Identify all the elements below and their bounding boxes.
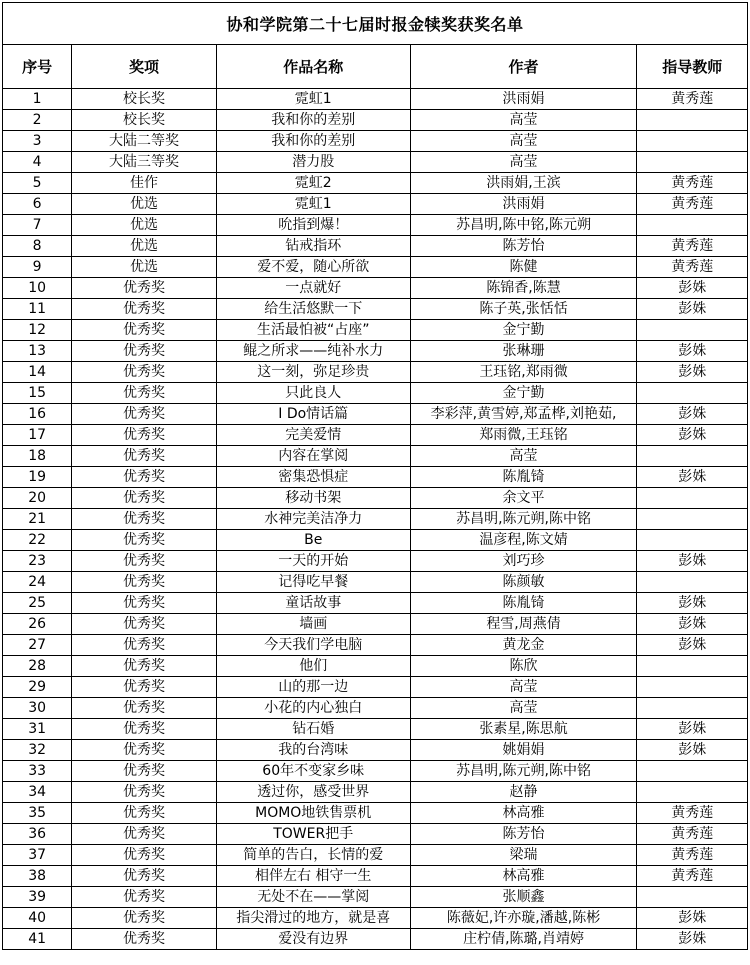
cell-index: 1: [3, 89, 72, 110]
cell-advisor: [637, 698, 748, 719]
cell-award: 优秀奖: [72, 782, 217, 803]
cell-index: 10: [3, 278, 72, 299]
cell-work: 霓虹1: [216, 194, 410, 215]
cell-index: 19: [3, 467, 72, 488]
table-row: [3, 236, 748, 257]
cell-work: 霓虹2: [216, 173, 410, 194]
cell-advisor: 彭姝: [637, 593, 748, 614]
cell-advisor: 彭姝: [637, 614, 748, 635]
cell-award: 大陆二等奖: [72, 131, 217, 152]
table-row: [3, 719, 748, 740]
cell-index: 18: [3, 446, 72, 467]
cell-author: 高莹: [410, 131, 637, 152]
table-row: [3, 908, 748, 929]
cell-index: 9: [3, 257, 72, 278]
cell-award: 优秀奖: [72, 383, 217, 404]
cell-index: 37: [3, 845, 72, 866]
cell-advisor: 黄秀莲: [637, 824, 748, 845]
cell-work: 水神完美洁净力: [216, 509, 410, 530]
cell-author: 高莹: [410, 698, 637, 719]
table-row: [3, 131, 748, 152]
cell-award: 优秀奖: [72, 341, 217, 362]
cell-award: 优秀奖: [72, 530, 217, 551]
table-row: [3, 782, 748, 803]
cell-work: 指尖滑过的地方，就是喜: [216, 908, 410, 929]
cell-award: 优选: [72, 215, 217, 236]
table-row: [3, 551, 748, 572]
cell-work: 只此良人: [216, 383, 410, 404]
cell-author: 姚娟娟: [410, 740, 637, 761]
cell-award: 优秀奖: [72, 845, 217, 866]
cell-award: 优秀奖: [72, 824, 217, 845]
table-row: [3, 152, 748, 173]
cell-index: 3: [3, 131, 72, 152]
cell-author: 陈颜敏: [410, 572, 637, 593]
cell-advisor: [637, 509, 748, 530]
table-row: [3, 89, 748, 110]
cell-author: 高莹: [410, 152, 637, 173]
cell-award: 优秀奖: [72, 614, 217, 635]
cell-author: 温彦程,陈文婧: [410, 530, 637, 551]
cell-author: 郑雨微,王珏铭: [410, 425, 637, 446]
cell-advisor: 彭姝: [637, 740, 748, 761]
cell-award: 校长奖: [72, 110, 217, 131]
cell-advisor: [637, 782, 748, 803]
table-row: [3, 341, 748, 362]
cell-work: 我和你的差别: [216, 131, 410, 152]
table-row: [3, 110, 748, 131]
cell-advisor: 彭姝: [637, 467, 748, 488]
cell-author: 陈健: [410, 257, 637, 278]
cell-award: 优秀奖: [72, 887, 217, 908]
cell-work: 60年不变家乡味: [216, 761, 410, 782]
header-award: 奖项: [72, 45, 217, 89]
table-row: [3, 845, 748, 866]
cell-author: 李彩萍,黄雪婷,郑孟桦,刘艳茹,: [410, 404, 637, 425]
cell-work: 霓虹1: [216, 89, 410, 110]
cell-author: 林高雅: [410, 866, 637, 887]
table-row: [3, 467, 748, 488]
cell-advisor: [637, 656, 748, 677]
cell-award: 优秀奖: [72, 467, 217, 488]
cell-author: 赵静: [410, 782, 637, 803]
cell-index: 38: [3, 866, 72, 887]
cell-author: 陈欣: [410, 656, 637, 677]
cell-author: 陈胤锜: [410, 467, 637, 488]
cell-work: 无处不在——掌阅: [216, 887, 410, 908]
cell-advisor: 黄秀莲: [637, 845, 748, 866]
cell-author: 陈子英,张恬恬: [410, 299, 637, 320]
cell-advisor: [637, 110, 748, 131]
cell-award: 优秀奖: [72, 320, 217, 341]
table-row: [3, 530, 748, 551]
cell-index: 12: [3, 320, 72, 341]
table-row: [3, 635, 748, 656]
cell-index: 25: [3, 593, 72, 614]
table-row: [3, 404, 748, 425]
cell-advisor: 彭姝: [637, 341, 748, 362]
cell-advisor: 黄秀莲: [637, 173, 748, 194]
cell-advisor: [637, 152, 748, 173]
cell-advisor: [637, 320, 748, 341]
cell-work: 一天的开始: [216, 551, 410, 572]
cell-advisor: 黄秀莲: [637, 194, 748, 215]
cell-index: 32: [3, 740, 72, 761]
cell-index: 29: [3, 677, 72, 698]
cell-work: 简单的告白，长情的爱: [216, 845, 410, 866]
cell-advisor: [637, 131, 748, 152]
cell-author: 陈薇妃,许亦璇,潘越,陈彬: [410, 908, 637, 929]
cell-advisor: [637, 530, 748, 551]
table-row: [3, 488, 748, 509]
cell-award: 校长奖: [72, 89, 217, 110]
cell-work: Be: [216, 530, 410, 551]
cell-author: 陈锦香,陈慧: [410, 278, 637, 299]
cell-author: 梁瑞: [410, 845, 637, 866]
cell-author: 张琳珊: [410, 341, 637, 362]
cell-advisor: 黄秀莲: [637, 257, 748, 278]
cell-index: 4: [3, 152, 72, 173]
cell-index: 2: [3, 110, 72, 131]
header-work: 作品名称: [216, 45, 410, 89]
header-author: 作者: [410, 45, 637, 89]
cell-index: 23: [3, 551, 72, 572]
cell-advisor: 彭姝: [637, 362, 748, 383]
cell-author: 王珏铭,郑雨微: [410, 362, 637, 383]
table-row: [3, 614, 748, 635]
table-row: [3, 593, 748, 614]
table-body: [3, 89, 748, 950]
cell-award: 优秀奖: [72, 866, 217, 887]
cell-award: 优秀奖: [72, 425, 217, 446]
cell-work: 他们: [216, 656, 410, 677]
cell-advisor: 彭姝: [637, 425, 748, 446]
cell-work: 记得吃早餐: [216, 572, 410, 593]
header-advisor: 指导教师: [637, 45, 748, 89]
cell-advisor: [637, 446, 748, 467]
cell-work: 我的台湾味: [216, 740, 410, 761]
cell-advisor: [637, 761, 748, 782]
header-row: [3, 45, 748, 89]
cell-award: 优秀奖: [72, 362, 217, 383]
cell-index: 5: [3, 173, 72, 194]
cell-author: 金宁勤: [410, 320, 637, 341]
table-row: [3, 215, 748, 236]
cell-index: 26: [3, 614, 72, 635]
cell-work: 山的那一边: [216, 677, 410, 698]
cell-author: 洪雨娟: [410, 194, 637, 215]
table-row: [3, 803, 748, 824]
cell-award: 优秀奖: [72, 740, 217, 761]
cell-author: 刘巧珍: [410, 551, 637, 572]
cell-author: 程雪,周燕倩: [410, 614, 637, 635]
cell-work: 相伴左右 相守一生: [216, 866, 410, 887]
table-title: 协和学院第二十七届时报金犊奖获奖名单: [3, 3, 748, 45]
cell-author: 洪雨娟,王滨: [410, 173, 637, 194]
cell-author: 陈芳怡: [410, 236, 637, 257]
cell-award: 优秀奖: [72, 908, 217, 929]
table-row: [3, 929, 748, 950]
cell-index: 39: [3, 887, 72, 908]
cell-author: 张素星,陈思航: [410, 719, 637, 740]
cell-award: 优秀奖: [72, 593, 217, 614]
cell-index: 13: [3, 341, 72, 362]
cell-index: 21: [3, 509, 72, 530]
cell-advisor: 黄秀莲: [637, 89, 748, 110]
cell-author: 张顺鑫: [410, 887, 637, 908]
table-row: [3, 677, 748, 698]
cell-author: 高莹: [410, 446, 637, 467]
cell-author: 陈芳怡: [410, 824, 637, 845]
cell-work: 移动书架: [216, 488, 410, 509]
cell-work: 小花的内心独白: [216, 698, 410, 719]
cell-author: 高莹: [410, 677, 637, 698]
cell-award: 优选: [72, 236, 217, 257]
cell-index: 17: [3, 425, 72, 446]
cell-author: 金宁勤: [410, 383, 637, 404]
cell-advisor: [637, 887, 748, 908]
table-row: [3, 257, 748, 278]
cell-author: 陈胤锜: [410, 593, 637, 614]
cell-index: 24: [3, 572, 72, 593]
cell-author: 苏昌明,陈中铭,陈元朔: [410, 215, 637, 236]
cell-advisor: 彭姝: [637, 551, 748, 572]
cell-work: 内容在掌阅: [216, 446, 410, 467]
table-row: [3, 383, 748, 404]
header-index: 序号: [3, 45, 72, 89]
cell-advisor: [637, 572, 748, 593]
cell-advisor: [637, 488, 748, 509]
cell-index: 8: [3, 236, 72, 257]
table-row: [3, 740, 748, 761]
cell-award: 优秀奖: [72, 635, 217, 656]
cell-award: 优秀奖: [72, 761, 217, 782]
cell-advisor: [637, 677, 748, 698]
cell-award: 优秀奖: [72, 572, 217, 593]
cell-award: 优秀奖: [72, 551, 217, 572]
cell-advisor: [637, 215, 748, 236]
cell-index: 33: [3, 761, 72, 782]
cell-advisor: 彭姝: [637, 278, 748, 299]
award-sheet: [2, 2, 748, 950]
cell-work: 钻石婚: [216, 719, 410, 740]
cell-award: 优秀奖: [72, 677, 217, 698]
cell-work: 墙画: [216, 614, 410, 635]
cell-work: 生活最怕被“占座”: [216, 320, 410, 341]
cell-work: 今天我们学电脑: [216, 635, 410, 656]
cell-work: I Do情话篇: [216, 404, 410, 425]
table-row: [3, 320, 748, 341]
cell-author: 庄柠倩,陈璐,肖靖婷: [410, 929, 637, 950]
cell-index: 40: [3, 908, 72, 929]
cell-index: 36: [3, 824, 72, 845]
cell-award: 优秀奖: [72, 488, 217, 509]
cell-work: 这一刻，弥足珍贵: [216, 362, 410, 383]
cell-advisor: 彭姝: [637, 299, 748, 320]
cell-work: 一点就好: [216, 278, 410, 299]
table-row: [3, 299, 748, 320]
cell-work: 潜力股: [216, 152, 410, 173]
table-row: [3, 425, 748, 446]
cell-index: 41: [3, 929, 72, 950]
cell-author: 高莹: [410, 110, 637, 131]
cell-author: 余文平: [410, 488, 637, 509]
cell-work: 我和你的差别: [216, 110, 410, 131]
table-row: [3, 698, 748, 719]
table-row: [3, 761, 748, 782]
cell-work: 鲲之所求——纯补水力: [216, 341, 410, 362]
cell-award: 优选: [72, 257, 217, 278]
cell-award: 优秀奖: [72, 278, 217, 299]
cell-index: 31: [3, 719, 72, 740]
cell-work: 透过你，感受世界: [216, 782, 410, 803]
cell-advisor: 黄秀莲: [637, 236, 748, 257]
cell-work: 完美爱情: [216, 425, 410, 446]
cell-index: 28: [3, 656, 72, 677]
cell-author: 洪雨娟: [410, 89, 637, 110]
cell-index: 34: [3, 782, 72, 803]
cell-award: 佳作: [72, 173, 217, 194]
cell-author: 林高雅: [410, 803, 637, 824]
cell-index: 30: [3, 698, 72, 719]
table-row: [3, 446, 748, 467]
cell-advisor: 黄秀莲: [637, 866, 748, 887]
cell-advisor: 彭姝: [637, 908, 748, 929]
award-table: [2, 2, 748, 950]
cell-award: 优选: [72, 194, 217, 215]
cell-award: 优秀奖: [72, 404, 217, 425]
table-row: [3, 173, 748, 194]
table-row: [3, 887, 748, 908]
cell-work: 给生活悠默一下: [216, 299, 410, 320]
cell-index: 7: [3, 215, 72, 236]
cell-award: 优秀奖: [72, 803, 217, 824]
cell-index: 35: [3, 803, 72, 824]
cell-award: 大陆三等奖: [72, 152, 217, 173]
cell-award: 优秀奖: [72, 446, 217, 467]
cell-work: 密集恐惧症: [216, 467, 410, 488]
cell-advisor: [637, 383, 748, 404]
cell-advisor: 彭姝: [637, 929, 748, 950]
cell-index: 20: [3, 488, 72, 509]
cell-index: 15: [3, 383, 72, 404]
cell-author: 苏昌明,陈元朔,陈中铭: [410, 761, 637, 782]
cell-award: 优秀奖: [72, 656, 217, 677]
cell-index: 11: [3, 299, 72, 320]
cell-work: 钻戒指环: [216, 236, 410, 257]
cell-work: 吮指到爆！: [216, 215, 410, 236]
cell-work: TOWER把手: [216, 824, 410, 845]
cell-award: 优秀奖: [72, 929, 217, 950]
table-row: [3, 509, 748, 530]
cell-index: 27: [3, 635, 72, 656]
cell-award: 优秀奖: [72, 509, 217, 530]
cell-author: 苏昌明,陈元朔,陈中铭: [410, 509, 637, 530]
table-row: [3, 866, 748, 887]
cell-award: 优秀奖: [72, 698, 217, 719]
table-row: [3, 656, 748, 677]
cell-work: 爱不爱，随心所欲: [216, 257, 410, 278]
cell-index: 16: [3, 404, 72, 425]
cell-index: 6: [3, 194, 72, 215]
cell-advisor: 黄秀莲: [637, 803, 748, 824]
table-row: [3, 572, 748, 593]
cell-work: 爱没有边界: [216, 929, 410, 950]
table-row: [3, 278, 748, 299]
cell-award: 优秀奖: [72, 719, 217, 740]
cell-author: 黄龙金: [410, 635, 637, 656]
cell-work: MOMO地铁售票机: [216, 803, 410, 824]
cell-award: 优秀奖: [72, 299, 217, 320]
cell-work: 童话故事: [216, 593, 410, 614]
table-row: [3, 362, 748, 383]
cell-index: 14: [3, 362, 72, 383]
table-row: [3, 824, 748, 845]
cell-advisor: 彭姝: [637, 719, 748, 740]
table-row: [3, 194, 748, 215]
cell-advisor: 彭姝: [637, 635, 748, 656]
cell-advisor: 彭姝: [637, 404, 748, 425]
cell-index: 22: [3, 530, 72, 551]
